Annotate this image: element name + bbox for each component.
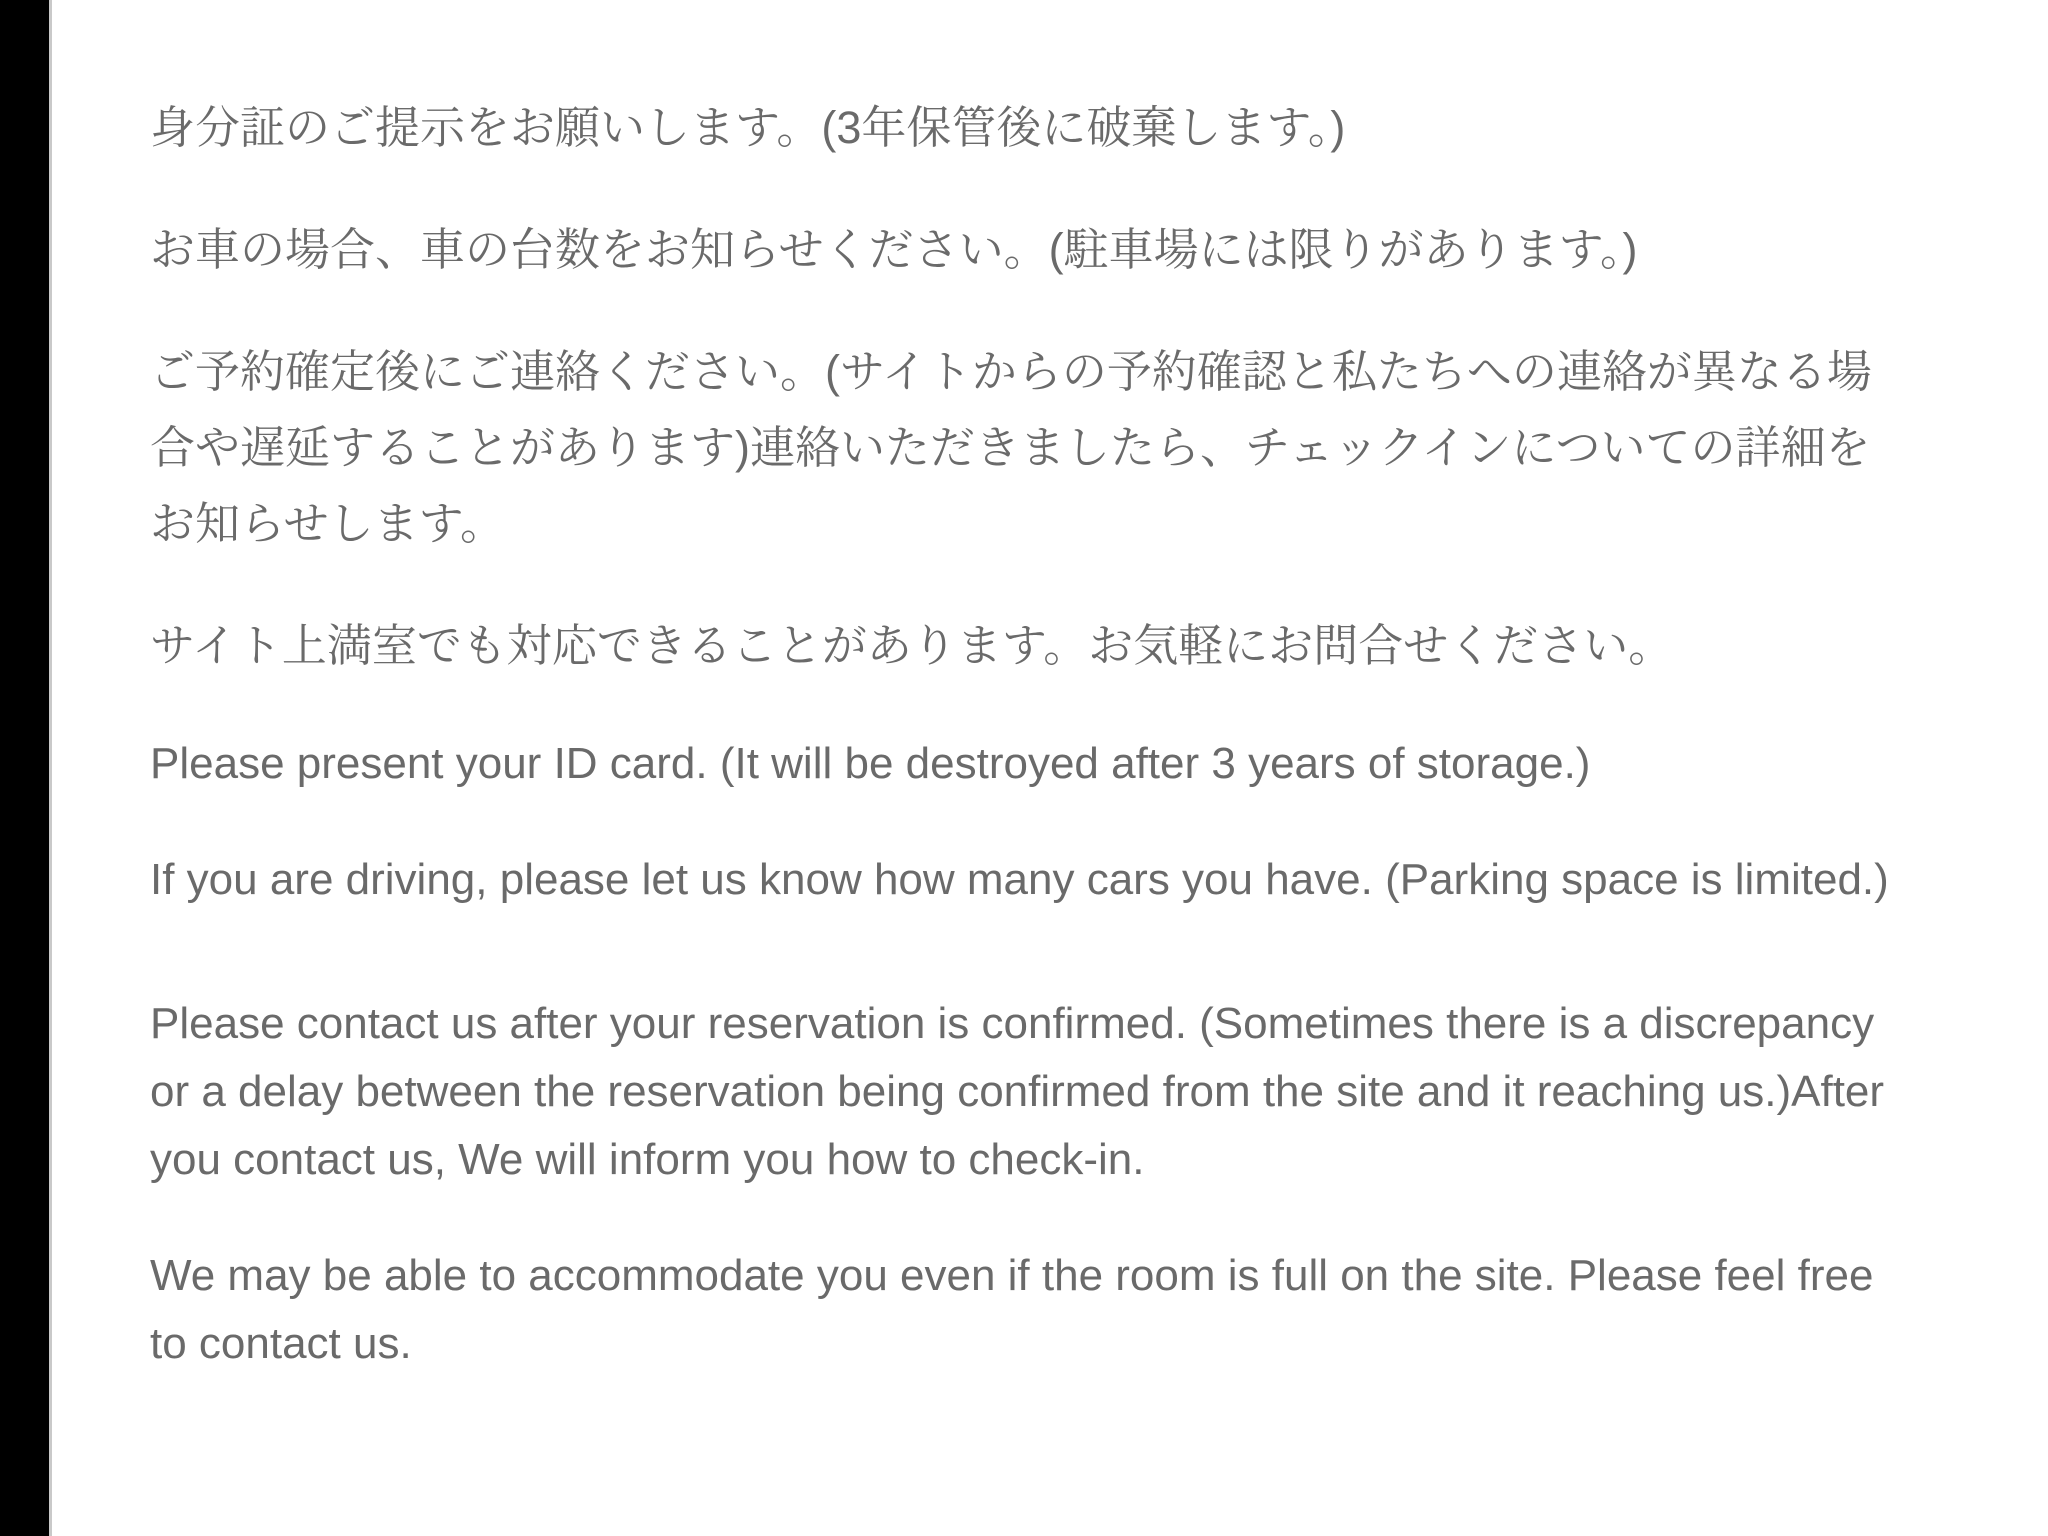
paragraph-en-full-room-notice: We may be able to accommodate you even if the room is full on the site. Please feel free to contact us. — [150, 1251, 1874, 1368]
paragraph-ja-full-room-notice: サイト上満室でも対応できることがあります。お気軽にお問合せください。 — [150, 620, 1674, 671]
left-black-bar — [0, 0, 52, 1536]
paragraph-ja-parking-notice: お車の場合、車の台数をお知らせください。(駐車場には限りがあります。) — [150, 224, 1638, 275]
paragraph-en-contact-after-reservation: Please contact us after your reservation is confirmed. (Sometimes there is a discrepancy or a delay between the reservation being confirmed from the site and it reaching us.)After you contact us, We will inform you how to check-in. — [150, 999, 1885, 1184]
paragraph-en-parking-notice: If you are driving, please let us know how many cars you have. (Parking space is limited.) — [150, 855, 1889, 904]
paragraph-ja-id-notice: 身分証のご提示をお願いします。(3年保管後に破棄します。) — [150, 102, 1346, 153]
paragraph-en-id-notice: Please present your ID card. (It will be destroyed after 3 years of storage.) — [150, 739, 1591, 788]
page-content — [150, 90, 1898, 1426]
paragraph-ja-contact-after-reservation: ご予約確定後にご連絡ください。(サイトからの予約確認と私たちへの連絡が異なる場合や遅延することがあります)連絡いただきましたら、チェックインについての詳細をお知らせします。 — [150, 346, 1872, 549]
